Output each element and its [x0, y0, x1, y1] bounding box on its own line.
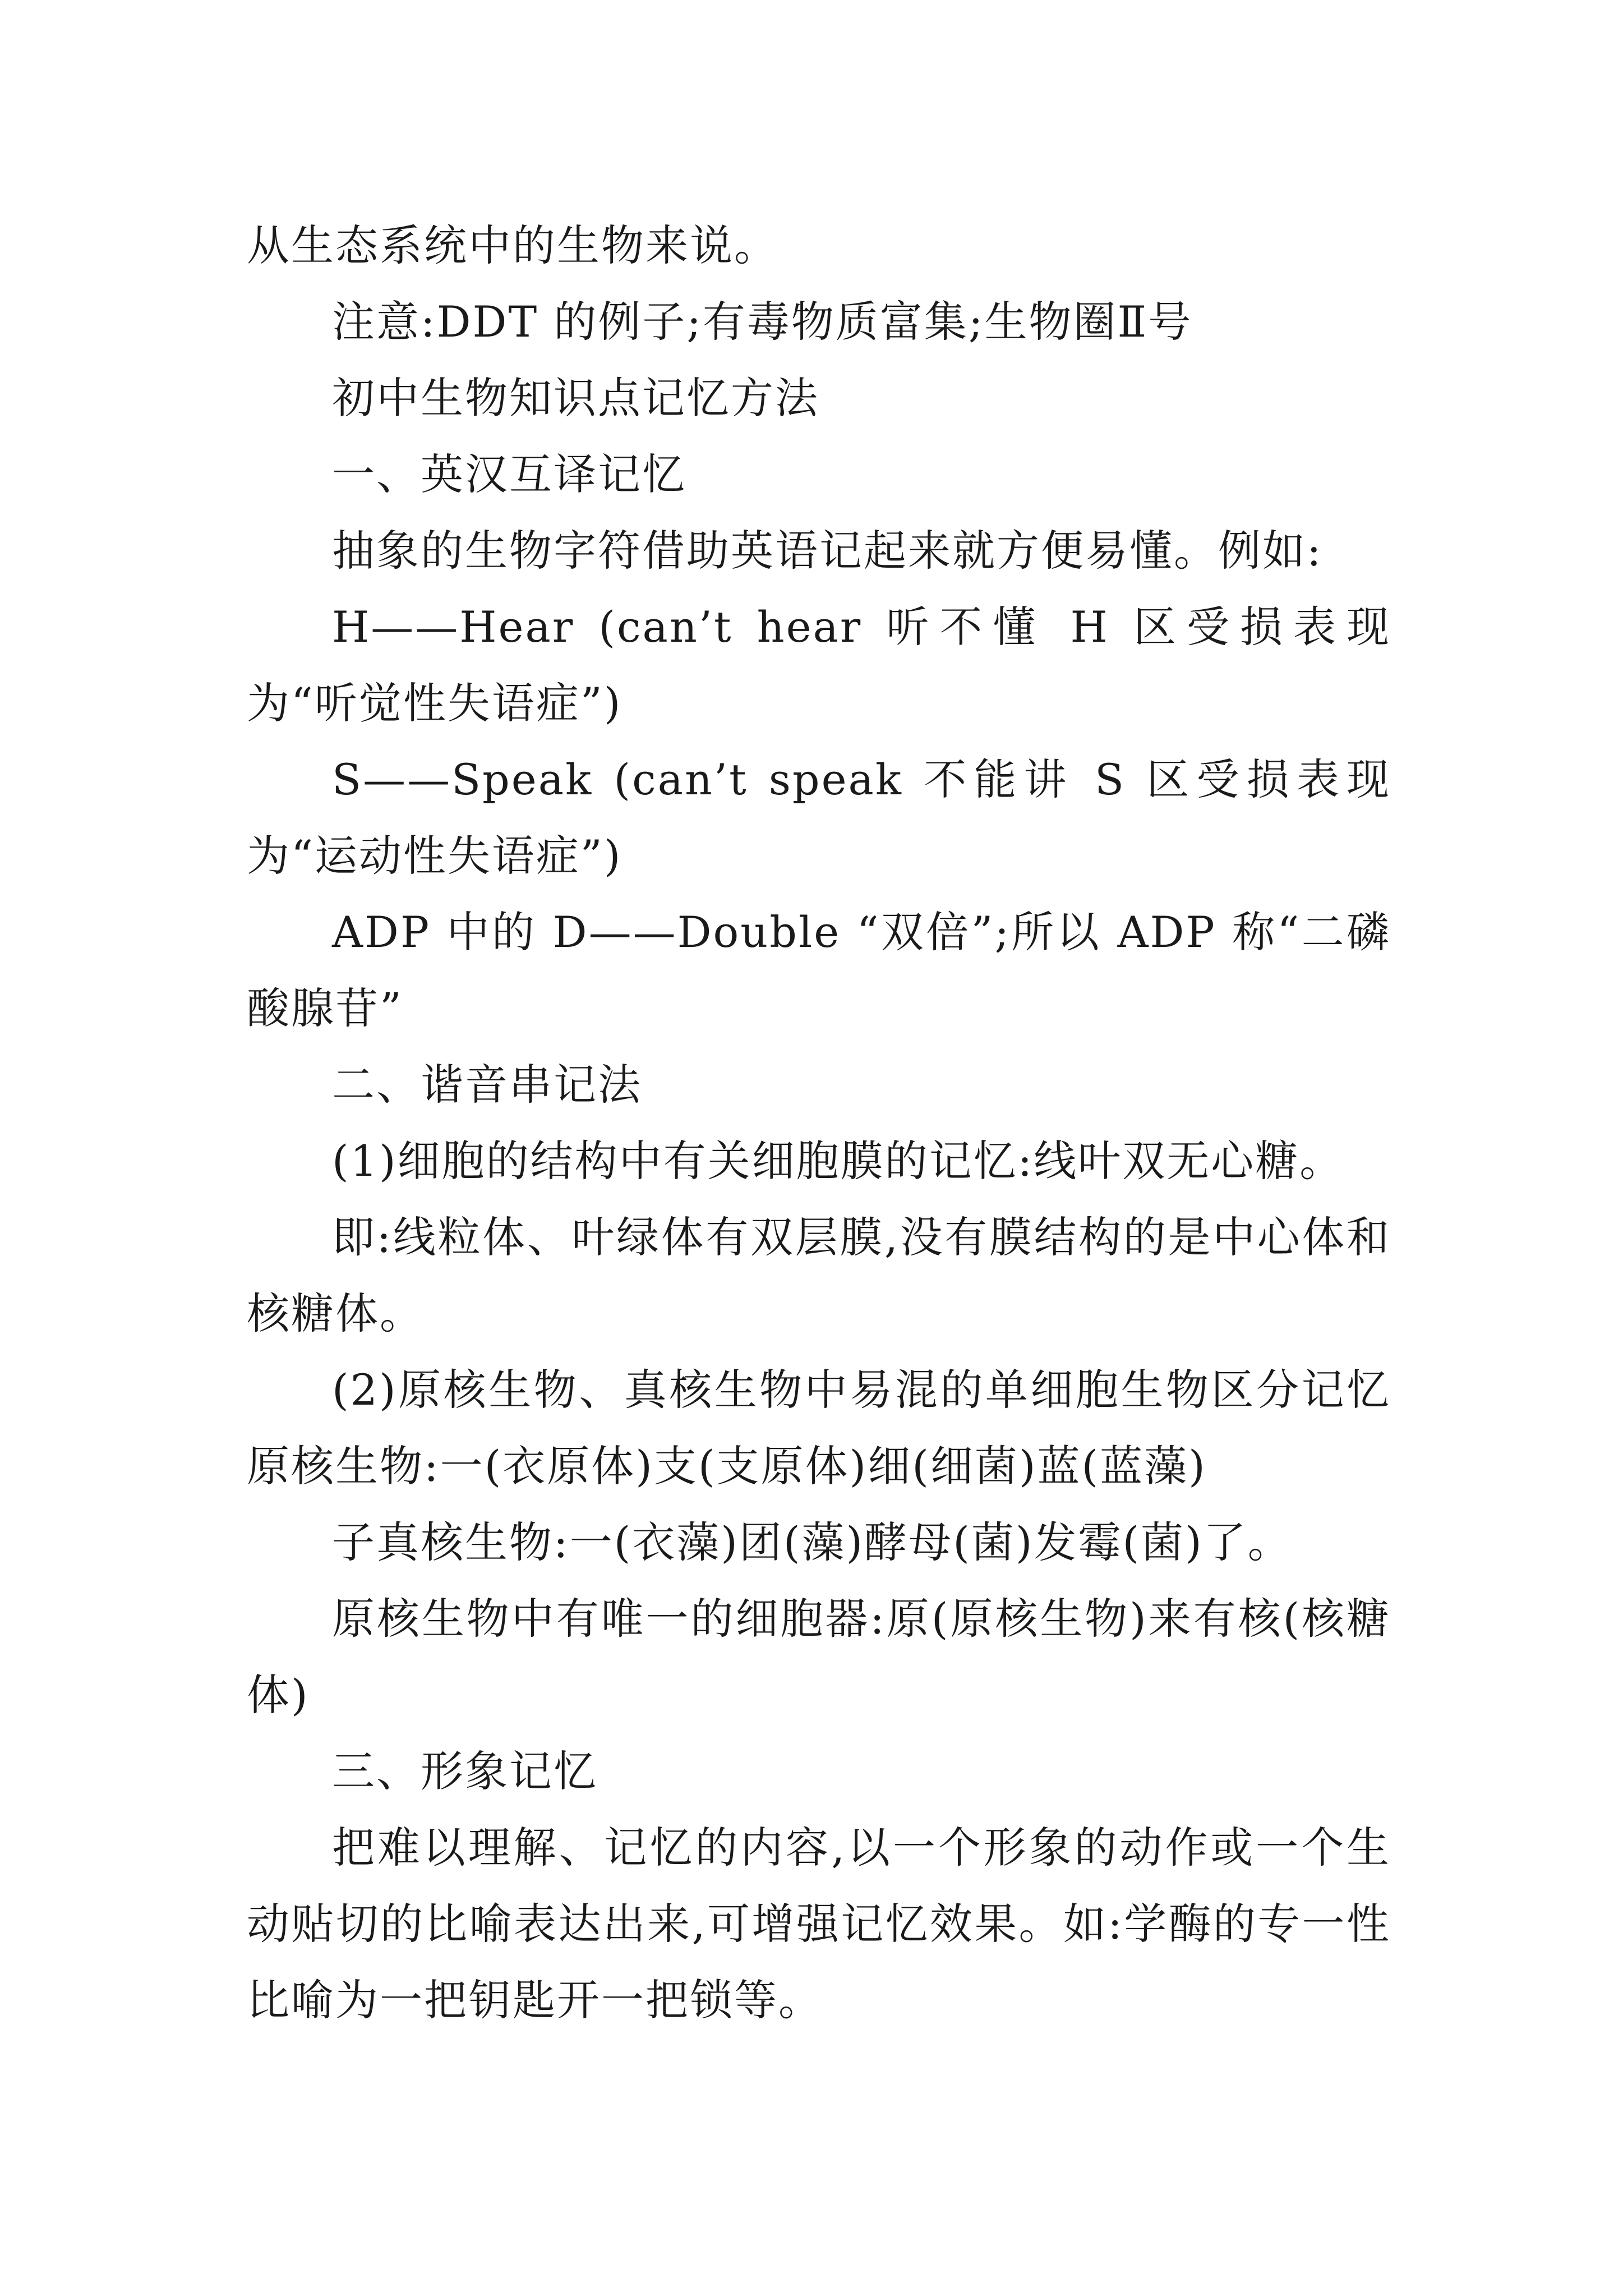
paragraph-prokaryote: (2)原核生物、真核生物中易混的单细胞生物区分记忆原核生物:一(衣原体)支(支原体)细(细菌)蓝(蓝藻)	[247, 1365, 1391, 1491]
paragraph-speak: S——Speak (can’t speak 不能讲 S 区受损表现为“运动性失语症”)	[247, 754, 1391, 881]
paragraph-cell-membrane: (1)细胞的结构中有关细胞膜的记忆:线叶双无心糖。	[332, 1136, 1344, 1186]
heading-homophone-memory: 二、谐音串记法	[332, 1060, 642, 1110]
paragraph-ribosome: 原核生物中有唯一的细胞器:原(原核生物)来有核(核糖体)	[247, 1594, 1391, 1720]
paragraph-hear: H——Hear (can’t hear 听不懂 H 区受损表现为“听觉性失语症”)	[247, 602, 1391, 728]
paragraph-continuation: 从生态系统中的生物来说。	[247, 220, 778, 270]
paragraph-note: 注意:DDT 的例子;有毒物质富集;生物圈Ⅱ号	[332, 297, 1193, 347]
paragraph-adp: ADP 中的 D——Double “双倍”;所以 ADP 称“二磷酸腺苷”	[247, 907, 1391, 1033]
paragraph-organelles: 即:线粒体、叶绿体有双层膜,没有膜结构的是中心体和核糖体。	[247, 1212, 1391, 1338]
paragraph-eukaryote: 子真核生物:一(衣藻)团(藻)酵母(菌)发霉(菌)了。	[332, 1517, 1292, 1567]
heading-english-chinese-memory: 一、英汉互译记忆	[332, 449, 686, 499]
paragraph-enzyme-analogy: 把难以理解、记忆的内容,以一个形象的动作或一个生动贴切的比喻表达出来,可增强记忆效果。如:学酶的专一性比喻为一把钥匙开一把锁等。	[247, 1823, 1391, 2025]
paragraph-intro: 抽象的生物字符借助英语记起来就方便易懂。例如:	[332, 526, 1323, 576]
section-title: 初中生物知识点记忆方法	[332, 373, 819, 423]
heading-image-memory: 三、形象记忆	[332, 1746, 598, 1796]
document-body	[247, 208, 1391, 2039]
